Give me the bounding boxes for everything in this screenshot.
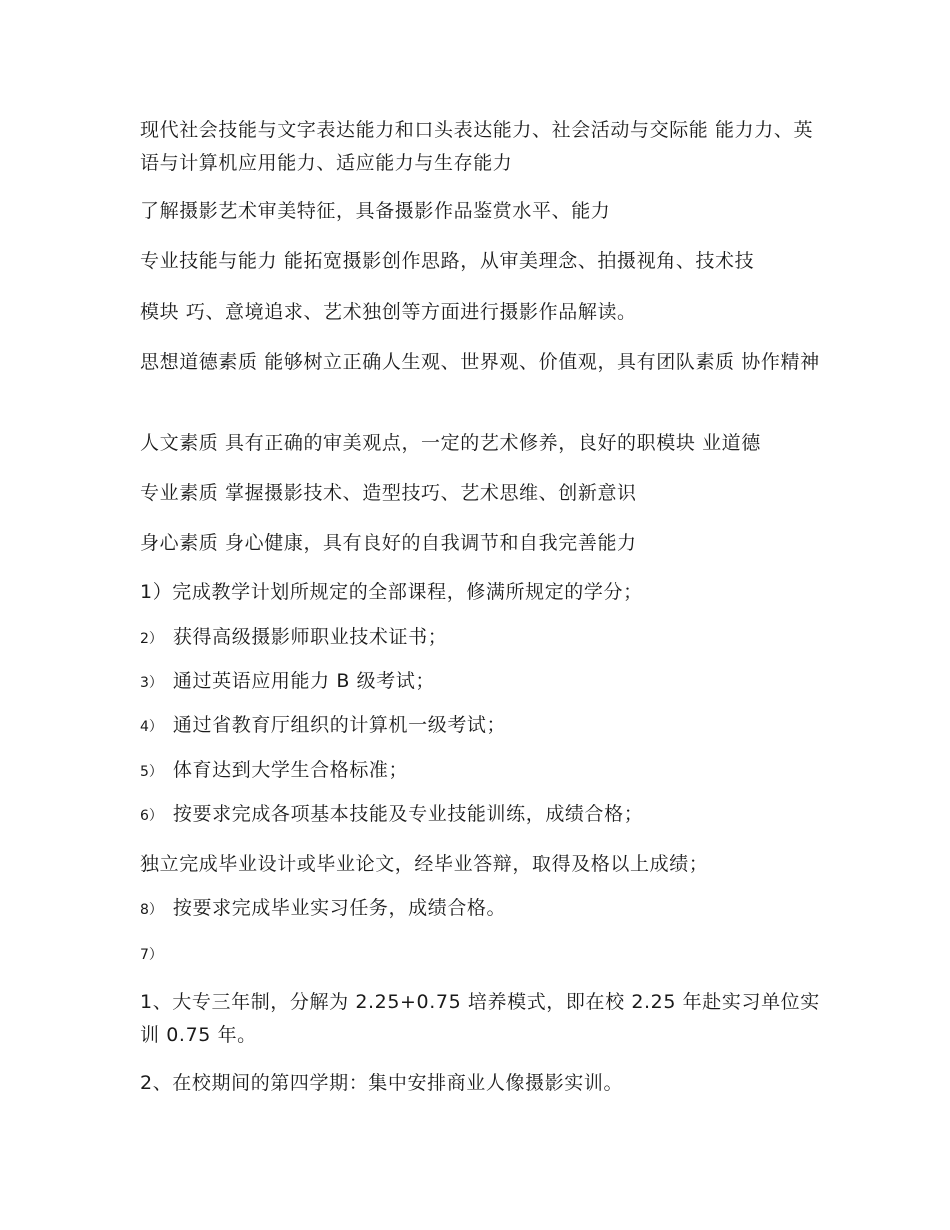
requirement-item-3 — [140, 665, 820, 700]
requirement-item-4 — [140, 709, 820, 744]
requirement-item-2 — [140, 621, 820, 656]
list-item-text: 获得高级摄影师职业技术证书； — [172, 626, 448, 648]
paragraph-aesthetic: 了解摄影艺术审美特征，具备摄影作品鉴赏水平、能力 — [140, 200, 611, 222]
list-number: 6） — [140, 808, 163, 824]
requirement-item-1: 1）完成教学计划所规定的全部课程，修满所规定的学分； — [140, 581, 643, 603]
paragraph-general-skills: 现代社会技能与文字表达能力和口头表达能力、社会活动与交际能 能力力、英语与计算机应用能力、适应能力与生存能力 — [140, 119, 814, 174]
list-number: 8） — [140, 902, 163, 918]
list-number: 3） — [140, 675, 163, 691]
paragraph-professional-skills: 专业技能与能力 能拓宽摄影创作思路，从审美理念、拍摄视角、技术技 — [140, 250, 755, 272]
paragraph-professional-quality: 专业素质 掌握摄影技术、造型技巧、艺术思维、创新意识 — [140, 482, 637, 504]
schedule-item-2: 2、在校期间的第四学期：集中安排商业人像摄影实训。 — [140, 1072, 624, 1094]
list-item-text: 按要求完成各项基本技能及专业技能训练，成绩合格； — [172, 803, 644, 825]
requirement-item-8 — [140, 892, 820, 927]
list-number: 4） — [140, 719, 163, 735]
list-number: 5） — [140, 764, 163, 780]
schedule-item-1: 1、大专三年制，分解为 2.25+0.75 培养模式，即在校 2.25 年赴实习单位实训 0.75 年。 — [140, 991, 820, 1046]
list-item-text: 体育达到大学生合格标准； — [172, 759, 409, 781]
requirement-item-6 — [140, 798, 820, 833]
requirement-thesis: 独立完成毕业设计或毕业论文，经毕业答辩，取得及格以上成绩； — [140, 853, 709, 875]
requirement-item-5 — [140, 754, 820, 789]
list-item-text: 通过省教育厅组织的计算机一级考试； — [172, 714, 507, 736]
paragraph-physical-mental: 身心素质 身心健康，具有良好的自我调节和自我完善能力 — [140, 532, 637, 554]
list-number: 7） — [140, 947, 163, 963]
list-number: 2） — [140, 631, 163, 647]
paragraph-humanities: 人文素质 具有正确的审美观点，一定的艺术修养，良好的职模块 业道德 — [140, 432, 761, 454]
list-item-text: 按要求完成毕业实习任务，成绩合格。 — [172, 897, 507, 919]
paragraph-ideology: 思想道德素质 能够树立正确人生观、世界观、价值观，具有团队素质 协作精神 — [140, 351, 820, 373]
paragraph-module: 模块 巧、意境追求、艺术独创等方面进行摄影作品解读。 — [140, 301, 637, 323]
requirement-item-7-number — [140, 937, 820, 972]
list-item-text: 通过英语应用能力 B 级考试； — [172, 670, 436, 692]
